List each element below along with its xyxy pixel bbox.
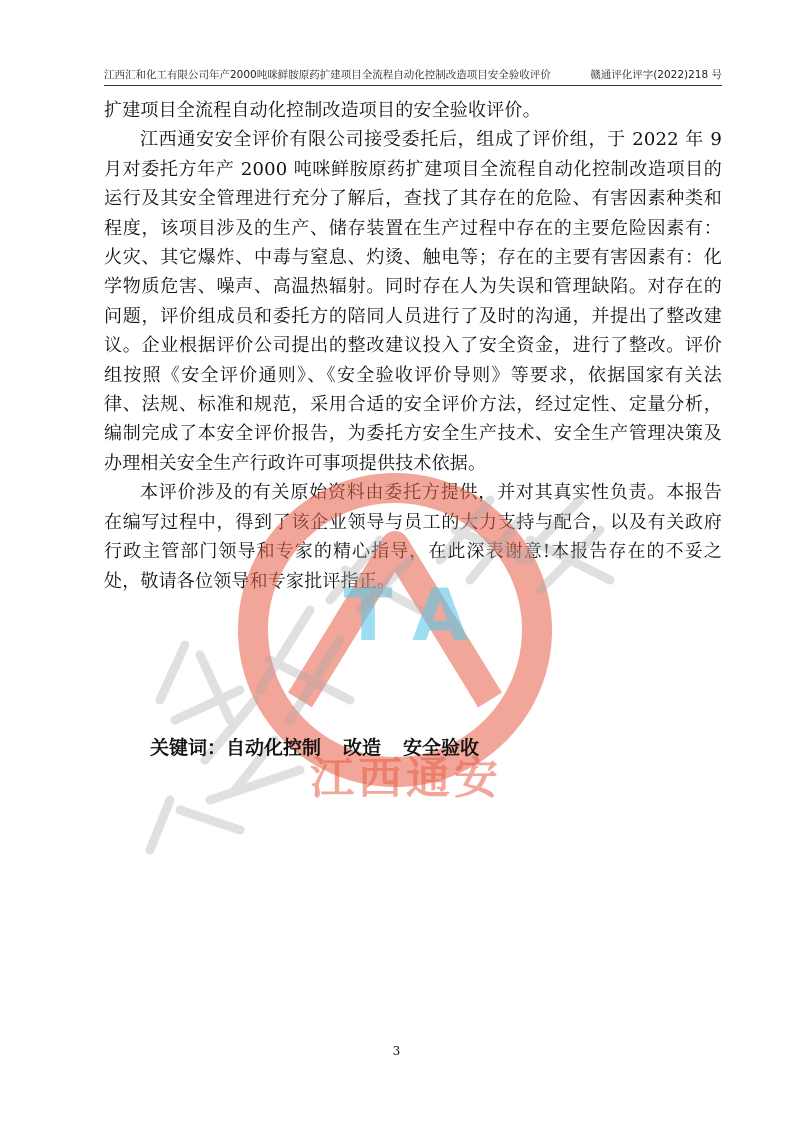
header-report-number: 赣通评化评字(2022)218 号 — [590, 69, 722, 81]
paragraph-continuation: 扩建项目全流程自动化控制改造项目的安全验收评价。 — [104, 100, 541, 121]
page-number: 3 — [392, 1044, 401, 1058]
body-text — [104, 96, 722, 596]
stamp-company-name: 江西通安 — [310, 753, 502, 804]
keywords-line — [150, 733, 501, 760]
svg-text:A: A — [412, 573, 468, 657]
keywords-label: 关键词： — [150, 737, 227, 759]
paragraph-acknowledgement: 本评价涉及的有关原始资料由委托方提供，并对其真实性负责。本报告在编写过程中，得到了该企业领导与员工的大力支持与配合，以及有关政府行政主管部门领导和专家的精心指导，在此深表谢意!本报告存在的不妥之处，敬请各位领导和专家批评指正。 — [104, 482, 722, 592]
keyword-item: 自动化控制 — [226, 737, 322, 759]
keyword-item: 安全验收 — [403, 737, 480, 759]
paragraph-evaluation-process: 江西通安安全评价有限公司接受委托后，组成了评价组，于 2022 年 9 月对委托方年产 2000 吨咪鲜胺原药扩建项目全流程自动化控制改造项目的运行及其安全管理进行充分了解后，查找了其存在的危险、有害因素种类和程度，该项目涉及的生产、储存装置在生产过程中存在的主要危险因素有：火灾、其它爆炸、中毒与窒息、灼烫、触电等；存在的主要有害因素有：化学物质危害、噪声、高温热辐射。同时存在人为失误和管理缺陷。对存在的问题，评价组成员和委托方的陪同人员进行了及时的沟通，并提出了整改建议。企业根据评价公司提出的整改建议投入了安全资金，进行了整改。评价组按照《安全评价通则》、《安全验收评价导则》等要求，依据国家有关法律、法规、标准和规范，采用合适的安全评价方法，经过定性、定量分析，编制完成了本安全评价报告，为委托方安全生产技术、安全生产管理决策及办理相关安全生产行政许可事项提供技术依据。 — [104, 129, 722, 474]
svg-text:T: T — [343, 573, 393, 657]
keyword-item: 改造 — [343, 737, 382, 759]
running-header — [104, 66, 722, 86]
header-title: 江西汇和化工有限公司年产2000吨咪鲜胺原药扩建项目全流程自动化控制改造项目安全验收评价 — [104, 69, 551, 81]
